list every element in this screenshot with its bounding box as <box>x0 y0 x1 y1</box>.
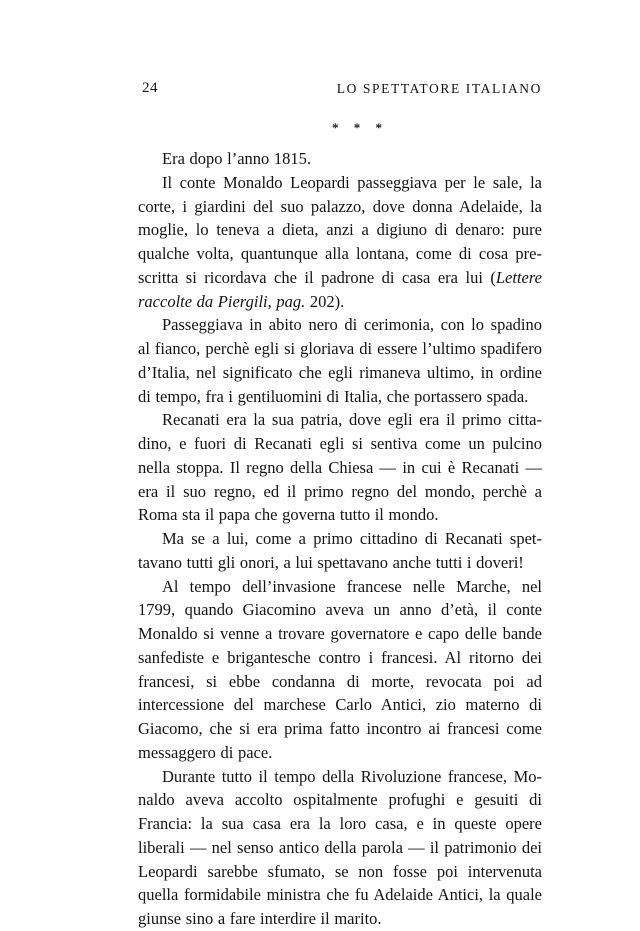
paragraph <box>138 313 542 408</box>
paragraph <box>138 765 542 931</box>
page-header <box>140 80 542 100</box>
paragraph <box>138 171 542 314</box>
paragraph-text: Il conte Monaldo Leopardi passeggiava per le sale, la corte, i giardini del suo palazzo, dove donna Adelaide, la moglie, lo teneva a dieta, anzi a digiuno di denaro: pure qualche volta, quantunque alla lontana, come di cosa prescritta si ricordava che il padrone di casa era lui ( <box>138 172 542 287</box>
paragraph-text: Passeggiava in abito nero di cerimonia, con lo spadino al fianco, perchè egli si gloriava di essere l’ultimo spadifero d’Italia, nel significato che egli rimaneva ultimo, in ordine di tempo, fra i gentiluomini di Italia, che portassero spada. <box>138 315 542 406</box>
paragraph-text: Ma se a lui, come a primo cittadino di Recanati spettavano tutti gli onori, a lui spettavano anche tutti i doveri! <box>138 529 542 572</box>
section-separator: * * * <box>332 120 388 135</box>
citation-title: Lettere raccolte da Piergili, pag. <box>138 267 542 311</box>
paragraph-text: Era dopo l’anno 1815. <box>162 149 312 168</box>
paragraph <box>138 527 542 575</box>
paragraph <box>138 147 542 171</box>
paragraph-text: Al tempo dell’invasione francese nelle Marche, nel 1799, quando Giacomino aveva un anno d’età, il conte Monaldo si venne a trovare governatore e capo delle bande sanfediste e brigantesche contro i francesi. Al ritorno dei francesi, si ebbe condanna di morte, revocata poi ad intercessione del marchese Carlo Antici, zio materno di Giacomo, che si era prima fatto incontro ai francesi come messaggero di pace. <box>138 576 542 762</box>
page-number: 24 <box>142 80 158 96</box>
paragraph-text: Recanati era la sua patria, dove egli era il primo cittadino, e fuori di Recanati egli si sentiva come un pulcino nella stoppa. Il regno della Chiesa — in cui è Recanati — era il suo regno, ed il primo regno del mondo, perchè a Roma sta il papa che governa tutto il mondo. <box>138 410 542 525</box>
paragraph <box>138 575 542 765</box>
paragraph <box>138 408 542 527</box>
paragraph-text: Durante tutto il tempo della Rivoluzione francese, Monaldo aveva accolto ospitalmente profughi e gesuiti di Francia: la sua casa era la loro casa, e in queste opere liberali — nel senso antico della parola — il patrimonio dei Leopardi sarebbe sfumato, se non fosse poi intervenuta quella formidabile ministra che fu Adelaide Antici, la quale giunse sino a fare interdire il marito. <box>138 766 542 928</box>
paragraph-text: 202). <box>305 291 345 311</box>
body-text <box>138 147 542 931</box>
running-title: LO SPETTATORE ITALIANO <box>336 81 542 96</box>
